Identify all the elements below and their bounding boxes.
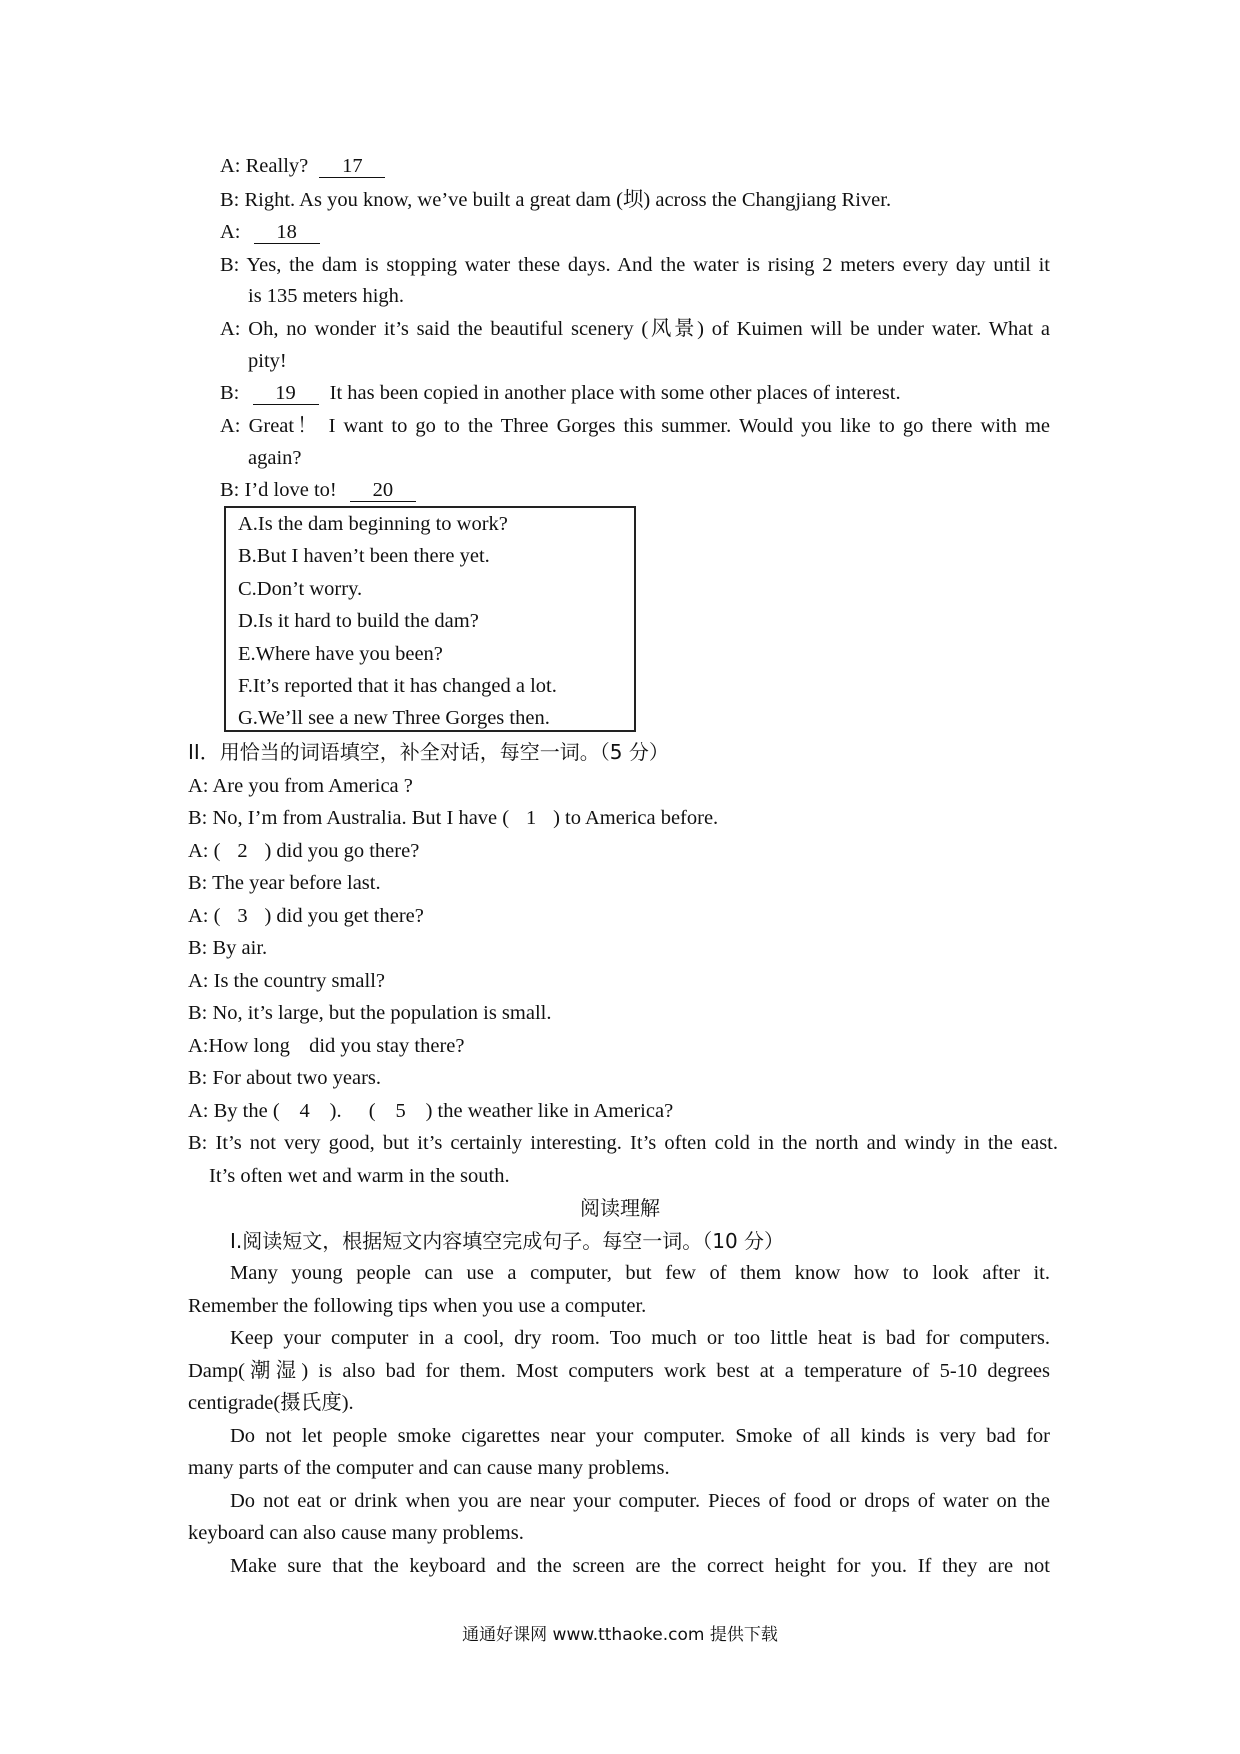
answer-blank-2[interactable]: 2: [237, 840, 248, 862]
answer-blank-3[interactable]: 3: [237, 905, 248, 927]
dialogue-line: A: Are you from America ?: [188, 775, 413, 797]
dialogue-text: ) the weather like in America?: [425, 1100, 674, 1122]
dialogue-line: B: No, it’s large, but the population is small.: [188, 1002, 552, 1024]
dialogue-text: A:How long: [188, 1035, 290, 1057]
dialogue-line: B: It’s not very good, but it’s certainly interesting. It’s often cold in the north and windy in the east.: [188, 1132, 1058, 1154]
paragraph-line: Damp(潮湿) is also bad for them. Most computers work best at a temperature of 5-10 degrees: [188, 1360, 1050, 1382]
reading-title: 阅读理解: [580, 1196, 660, 1220]
dialogue-text: Really?: [245, 155, 309, 177]
dialogue-line-blank-1: [188, 806, 718, 830]
dialogue-text: ) to America before.: [553, 807, 719, 829]
dialogue-line-cont: pity!: [248, 350, 287, 372]
reading-instruction: I.阅读短文，根据短文内容填空完成句子。每空一词。（10 分）: [230, 1229, 785, 1253]
dialogue-line-20: [220, 478, 416, 502]
dialogue-text: A: By the (: [188, 1100, 280, 1122]
dialogue-line: B: For about two years.: [188, 1067, 382, 1089]
paragraph-line: centigrade(摄氏度).: [188, 1392, 354, 1414]
dialogue-line: B: By air.: [188, 937, 268, 959]
dialogue-text: ) did you go there?: [264, 840, 420, 862]
paragraph-line: Remember the following tips when you use a computer.: [188, 1295, 647, 1317]
dialogue-line: B: Right. As you know, we’ve built a great dam (坝) across the Changjiang River.: [220, 189, 892, 211]
speaker-label: B:: [220, 382, 240, 404]
dialogue-line: B: The year before last.: [188, 872, 381, 894]
dialogue-line: [188, 1034, 464, 1058]
dialogue-text: ).: [329, 1100, 342, 1122]
dialogue-line: B: Yes, the dam is stopping water these days. And the water is rising 2 meters every day until it: [220, 254, 1050, 276]
option-item: A.Is the dam beginning to work?: [238, 513, 508, 535]
paragraph-line: Keep your computer in a cool, dry room. Too much or too little heat is bad for computers.: [230, 1327, 1050, 1349]
dialogue-text: A: (: [188, 840, 221, 862]
option-item: G.We’ll see a new Three Gorges then.: [238, 707, 550, 729]
speaker-label: A:: [220, 221, 241, 243]
dialogue-text: ) did you get there?: [264, 905, 424, 927]
answer-blank-5[interactable]: 5: [395, 1100, 406, 1122]
answer-blank-4[interactable]: 4: [299, 1100, 310, 1122]
option-item: B.But I haven’t been there yet.: [238, 545, 490, 567]
dialogue-line-19: [220, 381, 901, 405]
dialogue-line-blank-3: [188, 904, 424, 928]
dialogue-text: It has been copied in another place with some other places of interest.: [329, 382, 901, 404]
dialogue-line-cont: again?: [248, 447, 302, 469]
answer-blank-17[interactable]: 17: [319, 156, 385, 178]
section-heading: II．用恰当的词语填空，补全对话，每空一词。（5 分）: [188, 740, 669, 764]
option-item: D.Is it hard to build the dam?: [238, 610, 479, 632]
dialogue-text: B: I’d love to!: [220, 479, 337, 501]
answer-blank-19[interactable]: 19: [253, 383, 319, 405]
options-box: [224, 506, 636, 732]
dialogue-text: did you stay there?: [309, 1035, 465, 1057]
answer-blank-1[interactable]: 1: [525, 807, 537, 829]
dialogue-line-cont: It’s often wet and warm in the south.: [209, 1165, 510, 1187]
paragraph-line: Do not eat or drink when you are near your computer. Pieces of food or drops of water on the: [230, 1490, 1050, 1512]
paragraph-line: many parts of the computer and can cause many problems.: [188, 1457, 670, 1479]
paragraph-line: Do not let people smoke cigarettes near your computer. Smoke of all kinds is very bad for: [230, 1425, 1050, 1447]
dialogue-line-18: [220, 220, 320, 244]
option-item: E.Where have you been?: [238, 643, 443, 665]
paragraph-line: Make sure that the keyboard and the screen are the correct height for you. If they are not: [230, 1555, 1050, 1577]
dialogue-line-17: [220, 154, 385, 178]
dialogue-text: B: No, I’m from Australia. But I have (: [188, 807, 510, 829]
dialogue-line-blank-2: [188, 839, 419, 863]
dialogue-line: A: Is the country small?: [188, 970, 385, 992]
dialogue-text: (: [368, 1100, 376, 1122]
speaker-label: A:: [220, 155, 241, 177]
paragraph-line: Many young people can use a computer, but few of them know how to look after it.: [230, 1262, 1050, 1284]
option-item: F.It’s reported that it has changed a lot.: [238, 675, 557, 697]
paragraph-line: keyboard can also cause many problems.: [188, 1522, 524, 1544]
dialogue-text: A: (: [188, 905, 221, 927]
dialogue-line: A: Great！ I want to go to the Three Gorges this summer. Would you like to go there with me: [220, 415, 1050, 437]
answer-blank-20[interactable]: 20: [350, 480, 416, 502]
dialogue-line: A: Oh, no wonder it’s said the beautiful scenery (风景) of Kuimen will be under water. What a: [220, 318, 1050, 340]
page-footer: 通通好课网 www.tthaoke.com 提供下载: [462, 1625, 778, 1645]
dialogue-line-cont: is 135 meters high.: [248, 285, 405, 307]
answer-blank-18[interactable]: 18: [254, 222, 320, 244]
option-item: C.Don’t worry.: [238, 578, 363, 600]
dialogue-line-blank-4-5: [188, 1099, 673, 1123]
